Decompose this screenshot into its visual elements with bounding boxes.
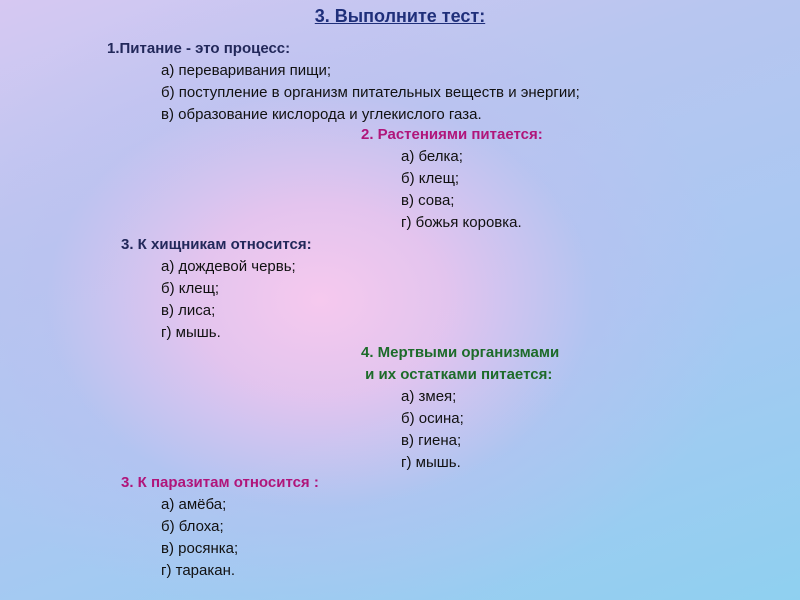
- question-2-option-d: г) божья коровка.: [401, 214, 522, 231]
- question-5-option-c: в) росянка;: [161, 540, 239, 557]
- question-4-option-d: г) мышь.: [401, 454, 461, 471]
- question-2-option-a: а) белка;: [401, 148, 463, 165]
- question-5-option-d: г) таракан.: [161, 562, 236, 579]
- question-4-option-b: б) осина;: [401, 410, 464, 427]
- question-3-option-a: а) дождевой червь;: [161, 258, 296, 275]
- question-4-option-c: в) гиена;: [401, 432, 462, 449]
- question-1-option-c: в) образование кислорода и углекислого газа.: [161, 106, 482, 123]
- question-2-option-b: б) клещ;: [401, 170, 460, 187]
- question-4-line-2: и их остатками питается:: [361, 366, 553, 383]
- question-3-option-c: в) лиса;: [161, 302, 216, 319]
- question-3-option-d: г) мышь.: [161, 324, 221, 341]
- question-5-option-b: б) блоха;: [161, 518, 224, 535]
- question-3-option-b: б) клещ;: [161, 280, 220, 297]
- question-4-option-a: а) змея;: [401, 388, 457, 405]
- question-2: 2. Растениями питается:: [361, 126, 543, 143]
- question-1-option-b: б) поступление в организм питательных веществ и энергии;: [161, 84, 580, 101]
- question-4-line-1: 4. Мертвыми организмами: [361, 344, 560, 361]
- question-1-option-a: а) переваривания пищи;: [161, 62, 332, 79]
- question-5: 3. К паразитам относится :: [121, 474, 319, 491]
- question-2-option-c: в) сова;: [401, 192, 455, 209]
- question-5-option-a: а) амёба;: [161, 496, 227, 513]
- question-3: 3. К хищникам относится:: [121, 236, 312, 253]
- question-1: 1.Питание - это процесс:: [107, 40, 291, 57]
- slide-title: 3. Выполните тест:: [314, 6, 486, 26]
